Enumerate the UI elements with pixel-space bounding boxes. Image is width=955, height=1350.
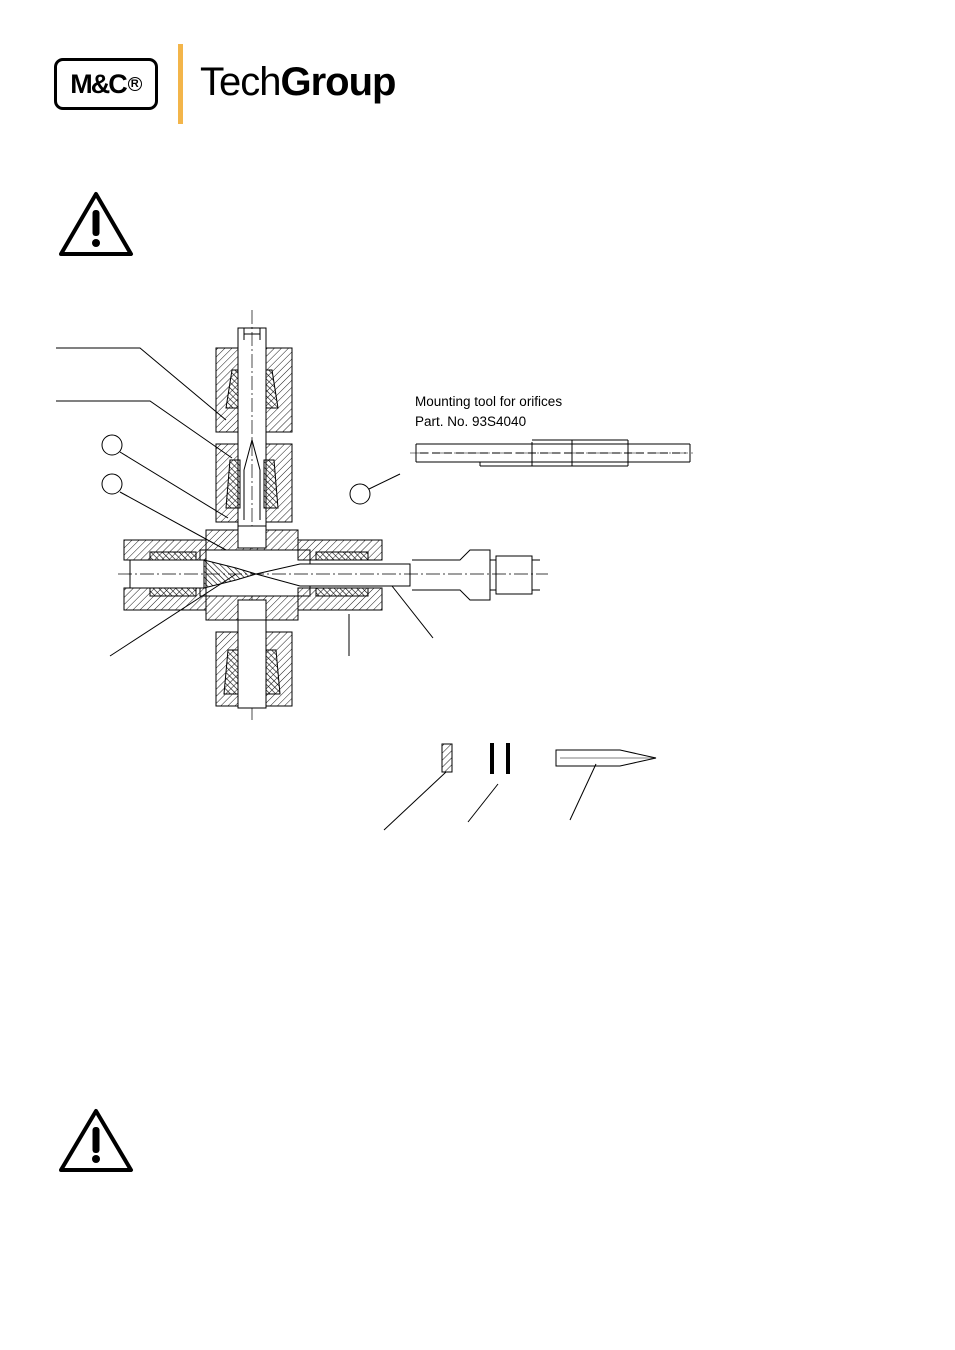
mounting-tool-label [415, 392, 562, 432]
callout-circle [102, 474, 122, 494]
warning-icon [61, 194, 131, 254]
mounting-tool-drawing [410, 440, 696, 466]
spare-parts [384, 743, 656, 830]
callout-circle [102, 435, 122, 455]
logo-text: M&C [70, 68, 126, 99]
warning-icon [61, 1111, 131, 1170]
registered-mark: R [128, 77, 142, 91]
mounting-tool-part-number: Part. No. 93S4040 [415, 414, 527, 429]
brand-bold: Group [280, 60, 396, 104]
mounting-tool-title: Mounting tool for orifices [415, 394, 563, 409]
cross-fitting-assembly [118, 310, 548, 720]
brand-light: Tech [200, 60, 281, 104]
callout-circle [350, 484, 370, 504]
